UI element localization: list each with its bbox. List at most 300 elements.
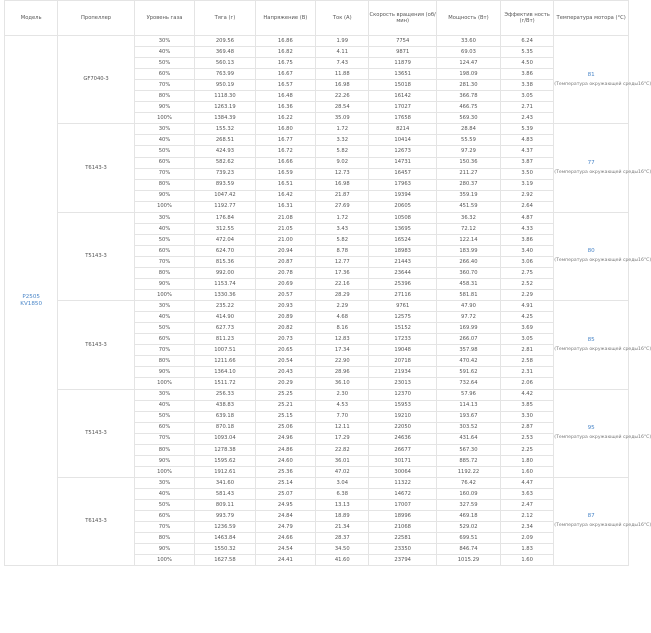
level-cell: 90% bbox=[134, 367, 194, 378]
power-cell: 150.36 bbox=[436, 157, 500, 168]
header-rpm: Скорость вращения (об/мин) bbox=[369, 1, 437, 36]
level-cell: 30% bbox=[134, 124, 194, 135]
level-cell: 50% bbox=[134, 146, 194, 157]
voltage-cell: 24.79 bbox=[255, 522, 315, 533]
efficiency-cell: 2.52 bbox=[500, 279, 553, 290]
level-cell: 80% bbox=[134, 533, 194, 544]
table-row bbox=[5, 389, 629, 400]
power-cell: 466.75 bbox=[436, 102, 500, 113]
efficiency-cell: 3.87 bbox=[500, 157, 553, 168]
thrust-cell: 893.59 bbox=[195, 179, 255, 190]
rpm-cell: 15152 bbox=[369, 323, 437, 334]
thrust-cell: 268.51 bbox=[195, 135, 255, 146]
efficiency-cell: 3.30 bbox=[500, 411, 553, 422]
efficiency-cell: 3.05 bbox=[500, 91, 553, 102]
rpm-cell: 17027 bbox=[369, 102, 437, 113]
temp-value: 80 bbox=[587, 248, 595, 255]
temp-value: 95 bbox=[587, 425, 595, 432]
level-cell: 30% bbox=[134, 389, 194, 400]
current-cell: 28.29 bbox=[316, 290, 369, 301]
efficiency-cell: 2.29 bbox=[500, 290, 553, 301]
voltage-cell: 16.75 bbox=[255, 58, 315, 69]
power-cell: 193.67 bbox=[436, 411, 500, 422]
efficiency-cell: 2.75 bbox=[500, 267, 553, 278]
level-cell: 100% bbox=[134, 290, 194, 301]
header-row bbox=[5, 1, 629, 36]
level-cell: 70% bbox=[134, 345, 194, 356]
rpm-cell: 21068 bbox=[369, 522, 437, 533]
level-cell: 40% bbox=[134, 47, 194, 58]
voltage-cell: 16.22 bbox=[255, 113, 315, 124]
current-cell: 5.82 bbox=[316, 234, 369, 245]
temp-value: 77 bbox=[587, 159, 595, 166]
rpm-cell: 9871 bbox=[369, 47, 437, 58]
thrust-cell: 739.23 bbox=[195, 168, 255, 179]
voltage-cell: 16.77 bbox=[255, 135, 315, 146]
rpm-cell: 19394 bbox=[369, 190, 437, 201]
efficiency-cell: 3.05 bbox=[500, 334, 553, 345]
rpm-cell: 14731 bbox=[369, 157, 437, 168]
current-cell: 28.96 bbox=[316, 367, 369, 378]
level-cell: 40% bbox=[134, 135, 194, 146]
current-cell: 1.72 bbox=[316, 212, 369, 223]
motor-test-table bbox=[4, 0, 651, 566]
power-cell: 366.78 bbox=[436, 91, 500, 102]
power-cell: 470.42 bbox=[436, 356, 500, 367]
rpm-cell: 23350 bbox=[369, 544, 437, 555]
voltage-cell: 20.89 bbox=[255, 312, 315, 323]
rpm-cell: 15953 bbox=[369, 400, 437, 411]
level-cell: 90% bbox=[134, 455, 194, 466]
voltage-cell: 20.54 bbox=[255, 356, 315, 367]
thrust-cell: 1278.38 bbox=[195, 444, 255, 455]
efficiency-cell: 3.40 bbox=[500, 245, 553, 256]
temp-note: (Температура окружающей среды16°C) bbox=[554, 81, 651, 87]
rpm-cell: 27116 bbox=[369, 290, 437, 301]
voltage-cell: 24.95 bbox=[255, 499, 315, 510]
current-cell: 4.68 bbox=[316, 312, 369, 323]
level-cell: 50% bbox=[134, 234, 194, 245]
rpm-cell: 15018 bbox=[369, 80, 437, 91]
thrust-cell: 560.13 bbox=[195, 58, 255, 69]
thrust-cell: 809.11 bbox=[195, 499, 255, 510]
power-cell: 469.18 bbox=[436, 511, 500, 522]
rpm-cell: 16142 bbox=[369, 91, 437, 102]
level-cell: 60% bbox=[134, 511, 194, 522]
rpm-cell: 11879 bbox=[369, 58, 437, 69]
voltage-cell: 20.69 bbox=[255, 279, 315, 290]
level-cell: 50% bbox=[134, 323, 194, 334]
thrust-cell: 992.00 bbox=[195, 267, 255, 278]
voltage-cell: 16.67 bbox=[255, 69, 315, 80]
voltage-cell: 24.84 bbox=[255, 511, 315, 522]
thrust-cell: 1118.30 bbox=[195, 91, 255, 102]
level-cell: 90% bbox=[134, 190, 194, 201]
voltage-cell: 20.94 bbox=[255, 245, 315, 256]
power-cell: 72.12 bbox=[436, 223, 500, 234]
thrust-cell: 424.93 bbox=[195, 146, 255, 157]
current-cell: 3.32 bbox=[316, 135, 369, 146]
propeller-cell: T5143-3 bbox=[58, 389, 134, 477]
level-cell: 90% bbox=[134, 544, 194, 555]
thrust-cell: 209.56 bbox=[195, 36, 255, 47]
level-cell: 70% bbox=[134, 522, 194, 533]
header-current: Ток (А) bbox=[316, 1, 369, 36]
current-cell: 35.09 bbox=[316, 113, 369, 124]
thrust-cell: 472.04 bbox=[195, 234, 255, 245]
current-cell: 13.13 bbox=[316, 499, 369, 510]
efficiency-cell: 2.64 bbox=[500, 201, 553, 212]
efficiency-cell: 4.91 bbox=[500, 301, 553, 312]
level-cell: 60% bbox=[134, 245, 194, 256]
current-cell: 12.83 bbox=[316, 334, 369, 345]
motor-name: P2505 bbox=[22, 293, 40, 300]
power-cell: 198.09 bbox=[436, 69, 500, 80]
level-cell: 70% bbox=[134, 256, 194, 267]
thrust-cell: 176.84 bbox=[195, 212, 255, 223]
rpm-cell: 30064 bbox=[369, 466, 437, 477]
temp-value: 85 bbox=[587, 336, 595, 343]
efficiency-cell: 6.24 bbox=[500, 36, 553, 47]
voltage-cell: 16.66 bbox=[255, 157, 315, 168]
rpm-cell: 12673 bbox=[369, 146, 437, 157]
current-cell: 27.69 bbox=[316, 201, 369, 212]
rpm-cell: 20605 bbox=[369, 201, 437, 212]
current-cell: 11.88 bbox=[316, 69, 369, 80]
power-cell: 211.27 bbox=[436, 168, 500, 179]
level-cell: 30% bbox=[134, 301, 194, 312]
thrust-cell: 1384.39 bbox=[195, 113, 255, 124]
level-cell: 100% bbox=[134, 555, 194, 566]
table-header bbox=[5, 1, 629, 36]
efficiency-cell: 2.87 bbox=[500, 422, 553, 433]
voltage-cell: 20.93 bbox=[255, 301, 315, 312]
level-cell: 100% bbox=[134, 201, 194, 212]
voltage-cell: 16.31 bbox=[255, 201, 315, 212]
thrust-cell: 414.90 bbox=[195, 312, 255, 323]
level-cell: 70% bbox=[134, 80, 194, 91]
temp-note: (Температура окружающей среды16°C) bbox=[554, 523, 651, 529]
voltage-cell: 21.08 bbox=[255, 212, 315, 223]
current-cell: 22.82 bbox=[316, 444, 369, 455]
voltage-cell: 21.00 bbox=[255, 234, 315, 245]
rpm-cell: 20718 bbox=[369, 356, 437, 367]
table-row bbox=[5, 124, 629, 135]
propeller-cell: GF7040-3 bbox=[58, 36, 134, 124]
thrust-cell: 1912.61 bbox=[195, 466, 255, 477]
rpm-cell: 22050 bbox=[369, 422, 437, 433]
table-body bbox=[5, 36, 651, 566]
efficiency-cell: 2.09 bbox=[500, 533, 553, 544]
voltage-cell: 20.82 bbox=[255, 323, 315, 334]
power-cell: 266.40 bbox=[436, 256, 500, 267]
rpm-cell: 18983 bbox=[369, 245, 437, 256]
efficiency-cell: 2.25 bbox=[500, 444, 553, 455]
power-cell: 569.30 bbox=[436, 113, 500, 124]
voltage-cell: 16.80 bbox=[255, 124, 315, 135]
current-cell: 21.87 bbox=[316, 190, 369, 201]
temp-value: 87 bbox=[587, 513, 595, 520]
level-cell: 90% bbox=[134, 102, 194, 113]
voltage-cell: 24.86 bbox=[255, 444, 315, 455]
rpm-cell: 13695 bbox=[369, 223, 437, 234]
rpm-cell: 9761 bbox=[369, 301, 437, 312]
propeller-cell: T6143-3 bbox=[58, 124, 134, 212]
rpm-cell: 12575 bbox=[369, 312, 437, 323]
voltage-cell: 24.96 bbox=[255, 433, 315, 444]
efficiency-cell: 4.33 bbox=[500, 223, 553, 234]
level-cell: 80% bbox=[134, 444, 194, 455]
efficiency-cell: 3.50 bbox=[500, 168, 553, 179]
rpm-cell: 22581 bbox=[369, 533, 437, 544]
rpm-cell: 7754 bbox=[369, 36, 437, 47]
efficiency-cell: 4.87 bbox=[500, 212, 553, 223]
efficiency-cell: 1.60 bbox=[500, 466, 553, 477]
power-cell: 169.99 bbox=[436, 323, 500, 334]
thrust-cell: 1511.72 bbox=[195, 378, 255, 389]
table-row bbox=[5, 301, 629, 312]
power-cell: 458.31 bbox=[436, 279, 500, 290]
thrust-cell: 369.48 bbox=[195, 47, 255, 58]
rpm-cell: 23013 bbox=[369, 378, 437, 389]
rpm-cell: 13651 bbox=[369, 69, 437, 80]
rpm-cell: 8214 bbox=[369, 124, 437, 135]
thrust-cell: 1153.74 bbox=[195, 279, 255, 290]
header-propeller: Пропеллер bbox=[58, 1, 134, 36]
power-cell: 97.72 bbox=[436, 312, 500, 323]
current-cell: 12.73 bbox=[316, 168, 369, 179]
power-cell: 183.99 bbox=[436, 245, 500, 256]
level-cell: 60% bbox=[134, 69, 194, 80]
current-cell: 7.43 bbox=[316, 58, 369, 69]
motor-kv: KV1850 bbox=[20, 300, 43, 307]
propeller-cell: T6143-3 bbox=[58, 477, 134, 565]
current-cell: 34.50 bbox=[316, 544, 369, 555]
current-cell: 6.38 bbox=[316, 488, 369, 499]
thrust-cell: 341.60 bbox=[195, 477, 255, 488]
power-cell: 281.30 bbox=[436, 80, 500, 91]
efficiency-cell: 3.86 bbox=[500, 69, 553, 80]
current-cell: 5.82 bbox=[316, 146, 369, 157]
power-cell: 36.32 bbox=[436, 212, 500, 223]
power-cell: 327.59 bbox=[436, 499, 500, 510]
voltage-cell: 24.54 bbox=[255, 544, 315, 555]
power-cell: 160.09 bbox=[436, 488, 500, 499]
rpm-cell: 18996 bbox=[369, 511, 437, 522]
power-cell: 1192.22 bbox=[436, 466, 500, 477]
thrust-cell: 627.73 bbox=[195, 323, 255, 334]
thrust-cell: 1211.66 bbox=[195, 356, 255, 367]
level-cell: 40% bbox=[134, 400, 194, 411]
thrust-cell: 993.79 bbox=[195, 511, 255, 522]
efficiency-cell: 2.81 bbox=[500, 345, 553, 356]
power-cell: 303.52 bbox=[436, 422, 500, 433]
power-cell: 581.81 bbox=[436, 290, 500, 301]
rpm-cell: 17007 bbox=[369, 499, 437, 510]
temp-value: 81 bbox=[587, 71, 595, 78]
motor-temp-cell bbox=[554, 212, 651, 300]
voltage-cell: 20.78 bbox=[255, 267, 315, 278]
efficiency-cell: 2.58 bbox=[500, 356, 553, 367]
power-cell: 266.07 bbox=[436, 334, 500, 345]
current-cell: 28.54 bbox=[316, 102, 369, 113]
level-cell: 80% bbox=[134, 179, 194, 190]
voltage-cell: 16.82 bbox=[255, 47, 315, 58]
thrust-cell: 256.33 bbox=[195, 389, 255, 400]
current-cell: 36.01 bbox=[316, 455, 369, 466]
power-cell: 591.62 bbox=[436, 367, 500, 378]
current-cell: 7.70 bbox=[316, 411, 369, 422]
power-cell: 357.98 bbox=[436, 345, 500, 356]
level-cell: 100% bbox=[134, 466, 194, 477]
power-cell: 97.29 bbox=[436, 146, 500, 157]
rpm-cell: 10508 bbox=[369, 212, 437, 223]
rpm-cell: 17233 bbox=[369, 334, 437, 345]
efficiency-cell: 2.53 bbox=[500, 433, 553, 444]
power-cell: 431.64 bbox=[436, 433, 500, 444]
thrust-cell: 155.32 bbox=[195, 124, 255, 135]
current-cell: 16.98 bbox=[316, 179, 369, 190]
voltage-cell: 25.21 bbox=[255, 400, 315, 411]
temp-note: (Температура окружающей среды16°C) bbox=[554, 258, 651, 264]
current-cell: 47.02 bbox=[316, 466, 369, 477]
current-cell: 17.29 bbox=[316, 433, 369, 444]
level-cell: 90% bbox=[134, 279, 194, 290]
power-cell: 1015.29 bbox=[436, 555, 500, 566]
table-row bbox=[5, 212, 629, 223]
header-level: Уровень газа bbox=[134, 1, 194, 36]
level-cell: 40% bbox=[134, 223, 194, 234]
current-cell: 2.29 bbox=[316, 301, 369, 312]
thrust-cell: 235.22 bbox=[195, 301, 255, 312]
motor-temp-cell bbox=[554, 124, 651, 212]
thrust-cell: 1093.04 bbox=[195, 433, 255, 444]
current-cell: 3.43 bbox=[316, 223, 369, 234]
voltage-cell: 20.73 bbox=[255, 334, 315, 345]
current-cell: 12.77 bbox=[316, 256, 369, 267]
motor-temp-cell bbox=[554, 301, 651, 389]
table-row bbox=[5, 36, 629, 47]
power-cell: 280.37 bbox=[436, 179, 500, 190]
current-cell: 4.11 bbox=[316, 47, 369, 58]
thrust-cell: 312.55 bbox=[195, 223, 255, 234]
efficiency-cell: 1.83 bbox=[500, 544, 553, 555]
rpm-cell: 16457 bbox=[369, 168, 437, 179]
efficiency-cell: 3.06 bbox=[500, 256, 553, 267]
rpm-cell: 26677 bbox=[369, 444, 437, 455]
voltage-cell: 24.66 bbox=[255, 533, 315, 544]
current-cell: 22.90 bbox=[316, 356, 369, 367]
voltage-cell: 25.25 bbox=[255, 389, 315, 400]
rpm-cell: 19210 bbox=[369, 411, 437, 422]
power-cell: 122.14 bbox=[436, 234, 500, 245]
power-cell: 529.02 bbox=[436, 522, 500, 533]
propeller-cell: T5143-3 bbox=[58, 212, 134, 300]
current-cell: 12.11 bbox=[316, 422, 369, 433]
voltage-cell: 16.51 bbox=[255, 179, 315, 190]
level-cell: 60% bbox=[134, 422, 194, 433]
voltage-cell: 25.07 bbox=[255, 488, 315, 499]
efficiency-cell: 5.39 bbox=[500, 124, 553, 135]
thrust-cell: 815.36 bbox=[195, 256, 255, 267]
efficiency-cell: 1.80 bbox=[500, 455, 553, 466]
rpm-cell: 24636 bbox=[369, 433, 437, 444]
voltage-cell: 16.36 bbox=[255, 102, 315, 113]
voltage-cell: 16.48 bbox=[255, 91, 315, 102]
voltage-cell: 24.41 bbox=[255, 555, 315, 566]
thrust-cell: 582.62 bbox=[195, 157, 255, 168]
rpm-cell: 23644 bbox=[369, 267, 437, 278]
level-cell: 60% bbox=[134, 334, 194, 345]
thrust-cell: 1192.77 bbox=[195, 201, 255, 212]
level-cell: 40% bbox=[134, 312, 194, 323]
efficiency-cell: 2.34 bbox=[500, 522, 553, 533]
thrust-cell: 1627.58 bbox=[195, 555, 255, 566]
voltage-cell: 16.59 bbox=[255, 168, 315, 179]
voltage-cell: 16.86 bbox=[255, 36, 315, 47]
current-cell: 4.53 bbox=[316, 400, 369, 411]
voltage-cell: 25.06 bbox=[255, 422, 315, 433]
efficiency-cell: 2.31 bbox=[500, 367, 553, 378]
rpm-cell: 10414 bbox=[369, 135, 437, 146]
level-cell: 80% bbox=[134, 267, 194, 278]
level-cell: 40% bbox=[134, 488, 194, 499]
thrust-cell: 1463.84 bbox=[195, 533, 255, 544]
thrust-cell: 950.19 bbox=[195, 80, 255, 91]
current-cell: 1.99 bbox=[316, 36, 369, 47]
thrust-cell: 438.83 bbox=[195, 400, 255, 411]
level-cell: 70% bbox=[134, 168, 194, 179]
header-model: Модель bbox=[5, 1, 58, 36]
level-cell: 30% bbox=[134, 36, 194, 47]
voltage-cell: 21.05 bbox=[255, 223, 315, 234]
header-power: Мощность (Вт) bbox=[436, 1, 500, 36]
thrust-cell: 1364.10 bbox=[195, 367, 255, 378]
efficiency-cell: 3.85 bbox=[500, 400, 553, 411]
power-cell: 732.64 bbox=[436, 378, 500, 389]
thrust-cell: 1595.62 bbox=[195, 455, 255, 466]
header-thrust: Тяга (г) bbox=[195, 1, 255, 36]
rpm-cell: 30171 bbox=[369, 455, 437, 466]
voltage-cell: 20.29 bbox=[255, 378, 315, 389]
thrust-cell: 639.18 bbox=[195, 411, 255, 422]
thrust-cell: 811.23 bbox=[195, 334, 255, 345]
rpm-cell: 25396 bbox=[369, 279, 437, 290]
current-cell: 8.16 bbox=[316, 323, 369, 334]
efficiency-cell: 4.25 bbox=[500, 312, 553, 323]
header-temp: Температура мотора (°C) bbox=[554, 1, 629, 36]
efficiency-cell: 2.06 bbox=[500, 378, 553, 389]
current-cell: 21.34 bbox=[316, 522, 369, 533]
power-cell: 55.59 bbox=[436, 135, 500, 146]
power-cell: 699.51 bbox=[436, 533, 500, 544]
level-cell: 100% bbox=[134, 378, 194, 389]
thrust-cell: 624.70 bbox=[195, 245, 255, 256]
current-cell: 3.04 bbox=[316, 477, 369, 488]
thrust-cell: 1236.59 bbox=[195, 522, 255, 533]
power-cell: 567.30 bbox=[436, 444, 500, 455]
efficiency-cell: 2.71 bbox=[500, 102, 553, 113]
power-cell: 69.03 bbox=[436, 47, 500, 58]
rpm-cell: 11322 bbox=[369, 477, 437, 488]
voltage-cell: 25.15 bbox=[255, 411, 315, 422]
rpm-cell: 17963 bbox=[369, 179, 437, 190]
current-cell: 41.60 bbox=[316, 555, 369, 566]
current-cell: 2.30 bbox=[316, 389, 369, 400]
efficiency-cell: 2.92 bbox=[500, 190, 553, 201]
thrust-cell: 763.99 bbox=[195, 69, 255, 80]
current-cell: 1.72 bbox=[316, 124, 369, 135]
